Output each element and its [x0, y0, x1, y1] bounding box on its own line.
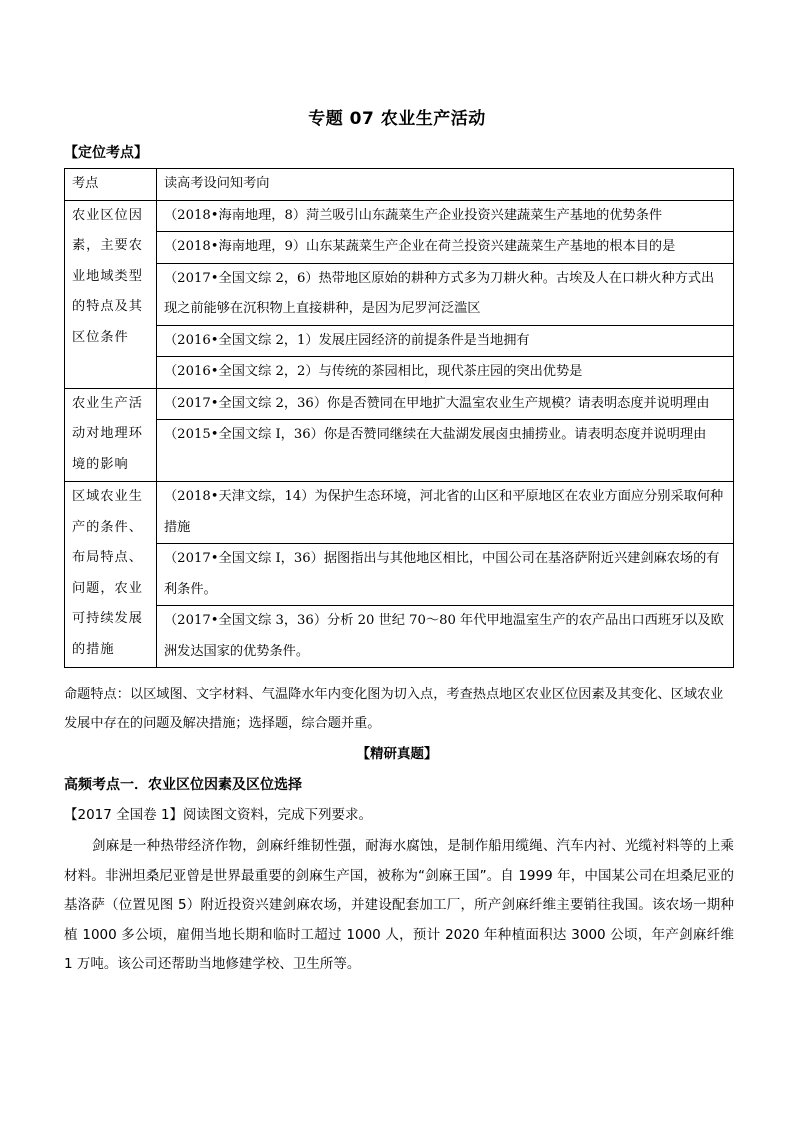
high-frequency-point-title: 高频考点一．农业区位因素及区位选择 — [64, 777, 302, 793]
question-cell: （2018•天津文综，14）为保护生态环境，河北省的山区和平原地区在农业方面应分别采取何种措施 — [157, 482, 734, 544]
material-paragraph: 剑麻是一种热带经济作物，剑麻纤维韧性强，耐海水腐蚀，是制作船用缆绳、汽车内衬、光缆衬料等的上乘材料。非洲坦桑尼亚曾是世界最重要的剑麻生产国，被称为“剑麻王国”。自 1999 年，中国某公司在坦桑尼亚的基洛萨（位置见图 5）附近投资兴建剑麻农场，并建设配套加工厂，所产剑麻纤维主要销往我国。该农场一期种植 1000 多公顷，雇佣当地长期和临时工超过 1000 人，预计 2020 年种植面积达 3000 公顷，年产剑麻纤维 1 万吨。该公司还帮助当地修建学校、卫生所等。 — [64, 838, 734, 972]
question-cell: （2016•全国文综 2，1）发展庄园经济的前提条件是当地拥有 — [157, 325, 734, 357]
table-header-row — [65, 169, 734, 201]
page-title: 专题 07 农业生产活动 — [308, 109, 486, 129]
table-row — [65, 200, 734, 232]
category-cell: 区域农业生产的条件、布局特点、问题，农业可持续发展的措施 — [65, 482, 157, 668]
table-row — [65, 544, 734, 606]
question-cell: （2017•全国文综 2，6）热带地区原始的耕种方式多为刀耕火种。古埃及人在口耕火种方式出现之前能够在沉积物上直接耕种，是因为尼罗河泛滥区 — [157, 263, 734, 325]
question-cell: （2017•全国文综 3，36）分析 20 世纪 70～80 年代甲地温室生产的农产品出口西班牙以及欧洲发达国家的优势条件。 — [157, 606, 734, 668]
table-row — [65, 420, 734, 482]
category-cell: 农业生产活动对地理环境的影响 — [65, 388, 157, 482]
question-cell: （2017•全国文综 2，36）你是否赞同在甲地扩大温室农业生产规模？请表明态度并说明理由 — [157, 388, 734, 420]
question-cell: （2017•全国文综 I，36）据图指出与其他地区相比，中国公司在基洛萨附近兴建剑麻农场的有利条件。 — [157, 544, 734, 606]
table-row — [65, 232, 734, 264]
question-cell: （2016•全国文综 2，2）与传统的茶园相比，现代茶庄园的突出优势是 — [157, 357, 734, 389]
table-row — [65, 482, 734, 544]
sub-section-title: 【精研真题】 — [356, 746, 438, 762]
table-row — [65, 325, 734, 357]
question-features-note: 命题特点：以区域图、文字材料、气温降水年内变化图为切入点，考查热点地区农业区位因素及其变化、区域农业发展中存在的问题及解决措施；选择题，综合题并重。 — [64, 687, 724, 731]
question-heading: 【2017 全国卷 1】阅读图文资料，完成下列要求。 — [64, 807, 373, 823]
question-cell: （2015•全国文综 I，36）你是否赞同继续在大盐湖发展卤虫捕捞业。请表明态度并说明理由 — [157, 420, 734, 482]
table-row — [65, 263, 734, 325]
question-cell: （2018•海南地理，9）山东某蔬菜生产企业在荷兰投资兴建蔬菜生产基地的根本目的是 — [157, 232, 734, 264]
exam-points-table — [64, 168, 734, 668]
question-cell: （2018•海南地理，8）菏兰吸引山东蔬菜生产企业投资兴建蔬菜生产基地的优势条件 — [157, 200, 734, 232]
table-header-cell: 读高考设问知考向 — [157, 169, 734, 201]
table-row — [65, 388, 734, 420]
category-cell: 农业区位因素，主要农业地域类型的特点及其区位条件 — [65, 200, 157, 388]
table-row — [65, 357, 734, 389]
section-label-positioning: 【定位考点】 — [64, 145, 148, 161]
table-row — [65, 606, 734, 668]
table-header-cell: 考点 — [65, 169, 157, 201]
